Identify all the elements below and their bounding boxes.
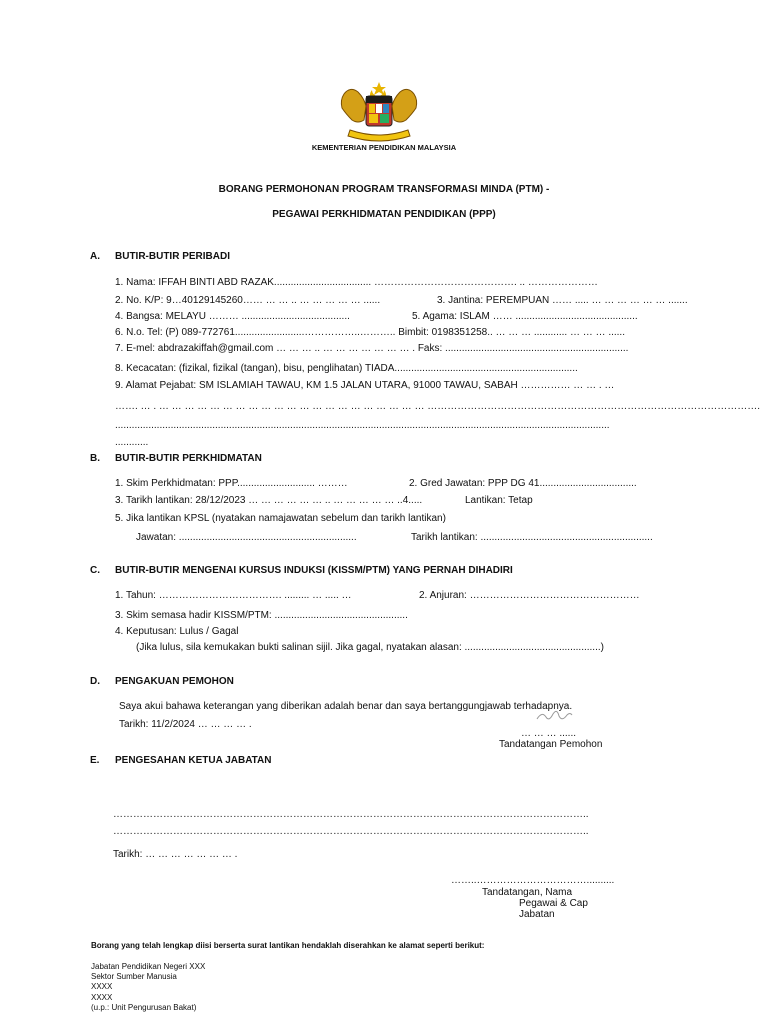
address-line-3: XXXX — [91, 982, 113, 991]
address-line-2: Sektor Sumber Manusia — [91, 972, 177, 981]
applicant-signature — [534, 709, 574, 725]
head-signature-label-3: Jabatan — [519, 909, 555, 920]
section-e-heading: PENGESAHAN KETUA JABATAN — [115, 755, 272, 766]
field-agama: 5. Agama: ISLAM …… ............................................ — [412, 311, 638, 322]
field-jantina: 3. Jantina: PEREMPUAN …… ..... … … … … … … ....... — [437, 295, 688, 306]
field-emel: 7. E-mel: abdrazakiffah@gmail.com … … … .. … … … … … … … . Faks: .................................................................. — [115, 343, 629, 354]
field-jawatan: Jawatan: ................................................................ — [136, 532, 357, 543]
declaration-date: Tarikh: 11/2/2024 … … … … . — [119, 719, 252, 730]
head-signature-dots: ……..…………………………….......... — [451, 875, 615, 886]
field-tarikh-lantikan-kpsl: Tarikh lantikan: .............................................................. — [411, 532, 653, 543]
alamat-continuation-2: .................................................................................................................................................................................. — [115, 420, 610, 431]
field-bangsa: 4. Bangsa: MELAYU ……… ....................................... — [115, 311, 350, 322]
address-line-5: (u.p.: Unit Pengurusan Bakat) — [91, 1003, 197, 1012]
field-alamat-pejabat: 9. Alamat Pejabat: SM ISLAMIAH TAWAU, KM 1.5 JALAN UTARA, 91000 TAWAU, SABAH …………… … … . … — [115, 380, 615, 391]
section-b-letter: B. — [90, 453, 100, 464]
keputusan-note: (Jika lulus, sila kemukakan bukti salinan sijil. Jika gagal, nyatakan alasan: .................................................) — [136, 642, 604, 653]
field-nama: 1. Nama: IFFAH BINTI ABD RAZAK................................... ……………………………………. .. ………………… — [115, 277, 598, 288]
alamat-continuation-3: ............ — [115, 437, 149, 448]
form-title-line1: BORANG PERMOHONAN PROGRAM TRANSFORMASI MINDA (PTM) - — [218, 184, 550, 195]
field-keputusan: 4. Keputusan: Lulus / Gagal — [115, 626, 239, 637]
form-title-line2: PEGAWAI PERKHIDMATAN PENDIDIKAN (PPP) — [272, 209, 496, 220]
field-skim-perkhidmatan: 1. Skim Perkhidmatan: PPP............................ ……… — [115, 478, 348, 489]
section-c-letter: C. — [90, 565, 100, 576]
endorsement-line-2: …………………………………………………………………………………………………………………………….. — [113, 826, 589, 837]
submission-note: Borang yang telah lengkap diisi berserta surat lantikan hendaklah diserahkan ke alamat seperti berikut: — [91, 941, 485, 950]
declaration-statement: Saya akui bahawa keterangan yang diberikan adalah benar dan saya bertanggungjawab terhadapnya. — [119, 701, 573, 712]
field-no-tel: 6. N.o. Tel: (P) 089-772761.........................……………..……….. Bimbit: 0198351258.. … … … ............ … … … ...... — [115, 327, 625, 338]
field-anjuran: 2. Anjuran: …………………………………………… — [419, 590, 640, 601]
alamat-continuation-1: ……. … . … … … … … … … … … … … … … … … … … … … … … ………………………………………………………………………………………. — [115, 401, 761, 412]
malaysia-coat-of-arms-logo — [336, 80, 422, 142]
field-gred-jawatan: 2. Gred Jawatan: PPP DG 41................................... — [409, 478, 637, 489]
ministry-name: KEMENTERIAN PENDIDIKAN MALAYSIA — [311, 143, 457, 152]
section-a-heading: BUTIR-BUTIR PERIBADI — [115, 251, 230, 262]
field-lantikan: Lantikan: Tetap — [465, 495, 533, 506]
head-signature-label-2: Pegawai & Cap — [519, 898, 588, 909]
section-d-letter: D. — [90, 676, 100, 687]
address-line-4: XXXX — [91, 993, 113, 1002]
field-tahun: 1. Tahun: ………………………………. ......... … ..... … — [115, 590, 352, 601]
field-skim-semasa: 3. Skim semasa hadir KISSM/PTM: ................................................ — [115, 610, 408, 621]
endorsement-date: Tarikh: … … … … … … … . — [113, 849, 238, 860]
field-tarikh-lantikan: 3. Tarikh lantikan: 28/12/2023 … … … … … … .. … … … … … ..4..... — [115, 495, 423, 506]
field-kecacatan: 8. Kecacatan: (fizikal, fizikal (tangan), bisu, penglihatan) TIADA.................................................................. — [115, 363, 578, 374]
head-signature-label-1: Tandatangan, Nama — [482, 887, 573, 898]
section-d-heading: PENGAKUAN PEMOHON — [115, 676, 234, 687]
applicant-signature-label: Tandatangan Pemohon — [499, 739, 603, 750]
section-e-letter: E. — [90, 755, 100, 766]
field-lantikan-kpsl: 5. Jika lantikan KPSL (nyatakan namajawatan sebelum dan tarikh lantikan) — [115, 513, 446, 524]
section-c-heading: BUTIR-BUTIR MENGENAI KURSUS INDUKSI (KISSM/PTM) YANG PERNAH DIHADIRI — [115, 565, 513, 576]
address-line-1: Jabatan Pendidikan Negeri XXX — [91, 962, 206, 971]
signature-dots: … … … ...... — [521, 728, 577, 739]
section-b-heading: BUTIR-BUTIR PERKHIDMATAN — [115, 453, 262, 464]
section-a-letter: A. — [90, 251, 100, 262]
endorsement-line-1: …………………………………………………………………………………………………………………………….. — [113, 809, 589, 820]
field-no-kp: 2. No. K/P: 9…40129145260…… … … .. … … … … … ...... — [115, 295, 381, 306]
